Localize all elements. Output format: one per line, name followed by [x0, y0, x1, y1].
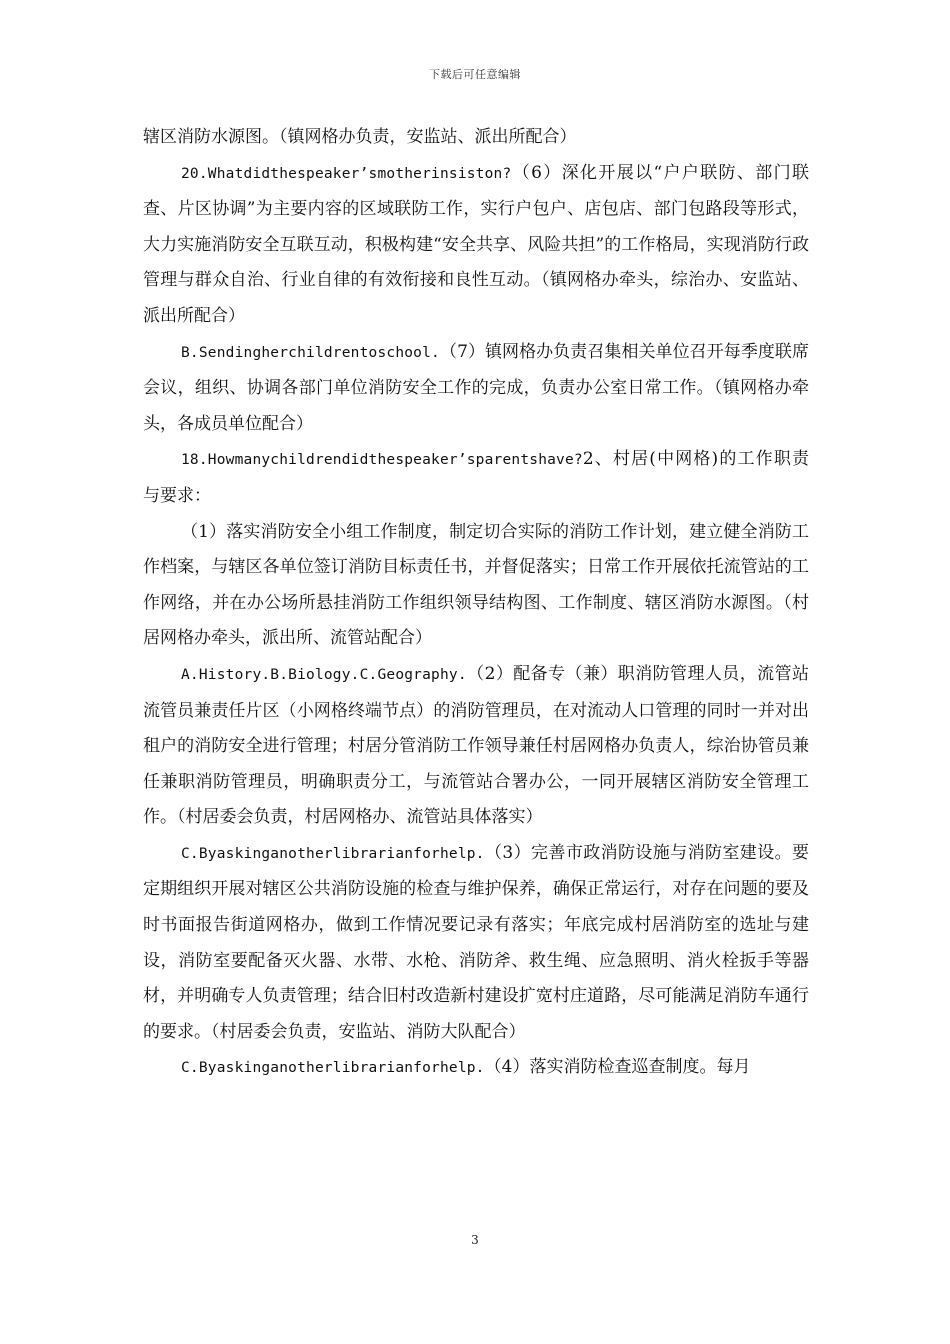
paragraph-option-b [143, 335, 809, 443]
paragraph-text: 2、村居(中网格)的工作职责与要求： [143, 449, 809, 506]
page-header: 下载后可任意编辑 [429, 68, 521, 81]
paragraph-text: （6）深化开展以“户户联防、部门联查、片区协调”为主要内容的区域联防工作，实行户包户、店包店、部门包路段等形式，大力实施消防安全互联互动，积极构建“安全共享、风险共担”的工作格局，实现消防行政管理与群众自治、行业自律的有效衔接和良性互动。（镇网格办牵头，综治办、安监站、派出所配合） [143, 162, 809, 326]
paragraph-text: （4）落实消防检查巡查制度。每月 [484, 1057, 751, 1078]
paragraph-lead: A.History.B.Biology.C.Geography. [181, 666, 467, 683]
paragraph-item-1 [143, 515, 809, 657]
paragraph-continuation [143, 120, 809, 156]
document-body [143, 120, 809, 1087]
paragraph-text: 辖区消防水源图。（镇网格办负责，安监站、派出所配合） [143, 127, 577, 147]
paragraph-text: （3）完善市政消防设施与消防室建设。要定期组织开展对辖区公共消防设施的检查与维护保养，确保正常运行，对存在问题的要及时书面报告街道网格办，做到工作情况要记录有落实；年底完成村居消防室的选址与建设，消防室要配备灭火器、水带、水枪、消防斧、救生绳、应急照明、消火栓扳手等器材，并明确专人负责管理；结合旧村改造新村建设扩宽村庄道路，尽可能满足消防车通行的要求。（村居委会负责，安监站、消防大队配合） [143, 842, 809, 1042]
paragraph-lead: C.Byaskinganotherlibrarianforhelp. [181, 845, 485, 862]
paragraph-option-c-1 [143, 836, 809, 1051]
paragraph-lead: 18.Howmanychildrendidthespeaker’sparentshave? [181, 452, 583, 469]
paragraph-text: （7）镇网格办负责召集相关单位召开每季度联席会议，组织、协调各部门单位消防安全工作的完成，负责办公室日常工作。（镇网格办牵头，各成员单位配合） [143, 341, 809, 434]
paragraph-question-18 [143, 442, 809, 514]
paragraph-lead: B.Sendingherchildrentoschool. [181, 344, 440, 361]
paragraph-text: （1）落实消防安全小组工作制度，制定切合实际的消防工作计划，建立健全消防工作档案，与辖区各单位签订消防目标责任书，并督促落实；日常工作开展依托流管站的工作网络，并在办公场所悬挂消防工作组织领导结构图、工作制度、辖区消防水源图。（村居网格办牵头，派出所、流管站配合） [143, 521, 809, 649]
paragraph-option-c-2 [143, 1050, 809, 1087]
paragraph-text: （2）配备专（兼）职消防管理人员，流管站流管员兼责任片区（小网格终端节点）的消防管理员，在对流动人口管理的同时一并对出租户的消防安全进行管理；村居分管消防工作领导兼任村居网格办负责人，综治协管员兼任兼职消防管理员，明确职责分工，与流管站合署办公，一同开展辖区消防安全管理工作。（村居委会负责，村居网格办、流管站具体落实） [143, 663, 809, 828]
paragraph-lead: C.Byaskinganotherlibrarianforhelp. [181, 1060, 485, 1077]
page-number: 3 [471, 1233, 479, 1247]
paragraph-lead: 20.Whatdidthespeaker’smotherinsiston? [181, 165, 512, 182]
paragraph-options-abc [143, 657, 809, 836]
paragraph-question-20 [143, 156, 809, 335]
